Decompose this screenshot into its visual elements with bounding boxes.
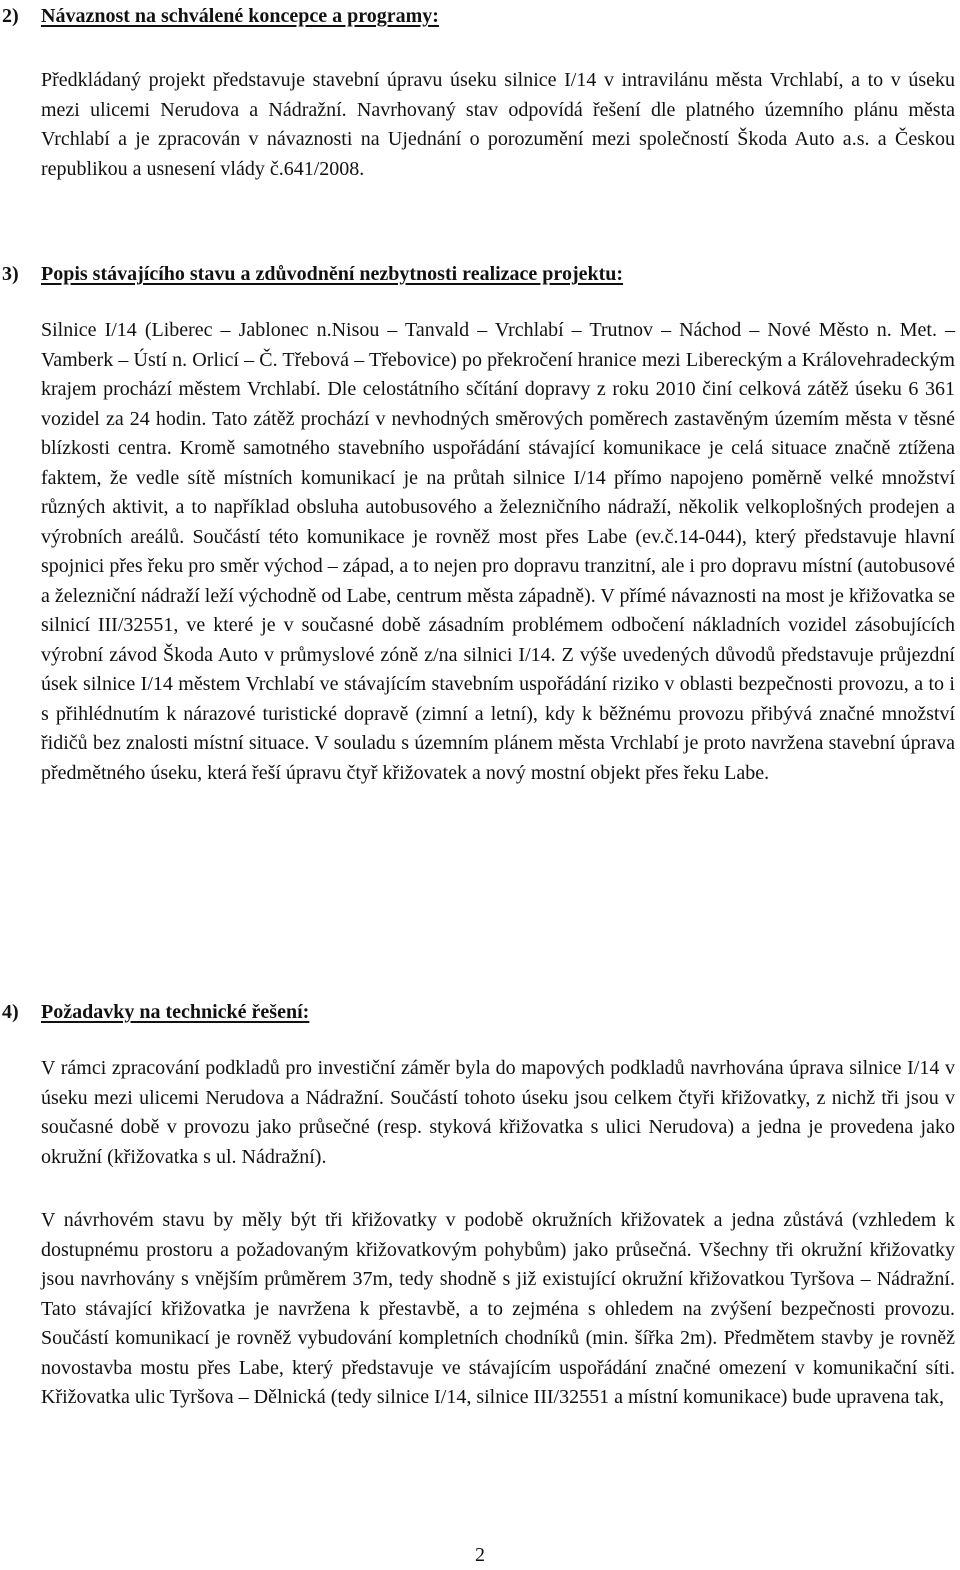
section-2-paragraph: Předkládaný projekt představuje stavební úpravu úseku silnice I/14 v intravilánu města Vrchlabí, a to v úseku mezi ulicemi Nerudova a Nádražní. Navrhovaný stav odpovídá řešení dle platného územního plánu města Vrchlabí a je zpracován v návaznosti na Ujednání o porozumění mezi společností Škoda Auto a.s. a Českou republikou a usnesení vlády č.641/2008. bbox=[41, 69, 955, 180]
section-3-title: Popis stávajícího stavu a zdůvodnění nezbytnosti realizace projektu: bbox=[41, 263, 624, 285]
section-4-title: Požadavky na technické řešení: bbox=[41, 1001, 310, 1023]
section-3-number: 3) bbox=[2, 263, 19, 285]
section-2-title: Návaznost na schválené koncepce a programy: bbox=[41, 5, 439, 27]
page-number: 2 bbox=[475, 1544, 485, 1566]
section-4-number: 4) bbox=[2, 1001, 19, 1023]
section-4-paragraph-1: V rámci zpracování podkladů pro investiční záměr byla do mapových podkladů navrhována úprava silnice I/14 v úseku mezi ulicemi Nerudova a Nádražní. Součástí tohoto úseku jsou celkem čtyři křižovatky, z nichž tři jsou v současné době v provozu jako průsečné (resp. styková křižovatka s ulici Nerudova) a jedna je provedena jako okružní (křižovatka s ul. Nádražní). bbox=[41, 1057, 955, 1168]
section-4-paragraph-2: V návrhovém stavu by měly být tři křižovatky v podobě okružních křižovatek a jedna zůstává (vzhledem k dostupnému prostoru a požadovaným křižovatkovým pohybům) jako průsečná. Všechny tři okružní křižovatky jsou navrhovány s vnějším průměrem 37m, tedy shodně s již existující okružní křižovatkou Tyršova – Nádražní. Tato stávající křižovatka je navržena k přestavbě, a to zejména s ohledem na zvýšení bezpečnosti provozu. Součástí komunikací je rovněž vybudování kompletních chodníků (min. šířka 2m). Předmětem stavby je rovněž novostavba mostu přes Labe, který představuje ve stávajícím uspořádání značné omezení v komunikační síti. Křižovatka ulic Tyršova – Dělnická (tedy silnice I/14, silnice III/32551 a místní komunikace) bude upravena tak, bbox=[41, 1209, 955, 1408]
section-2-number: 2) bbox=[2, 5, 19, 27]
section-3-paragraph: Silnice I/14 (Liberec – Jablonec n.Nisou – Tanvald – Vrchlabí – Trutnov – Náchod – Nové Město n. Met. – Vamberk – Ústí n. Orlicí – Č. Třebová – Třebovice) po překročení hranice mezi Libereckým a Královehradeckým krajem prochází městem Vrchlabí. Dle celostátního sčítání dopravy z roku 2010 činí celková zátěž úseku 6 361 vozidel za 24 hodin. Tato zátěž prochází v nevhodných směrových poměrech zastavěným územím města v těsné blízkosti centra. Kromě samotného stavebního uspořádání stávající komunikace je celá situace značně ztížena faktem, že vedle sítě místních komunikací je na průtah silnice I/14 přímo napojeno poměrně velké množství různých aktivit, a to například obsluha autobusového a železničního nádraží, několik velkoplošných prodejen a výrobních areálů. Součástí této komunikace je rovněž most přes Labe (ev.č.14-044), který představuje hlavní spojnici přes řeku pro směr východ – západ, a to nejen pro dopravu tranzitní, ale i pro dopravu místní (autobusové a železniční nádraží leží východně od Labe, centrum města západně). V přímé návaznosti na most je křižovatka se silnicí III/32551, ve které je v současné době zásadním problémem odbočení nákladních vozidel zásobujících výrobní závod Škoda Auto v průmyslové zóně z/na silnici I/14. Z výše uvedených důvodů představuje průjezdní úsek silnice I/14 městem Vrchlabí ve stávajícím stavebním uspořádání riziko v oblasti bezpečnosti provozu, a to i s přihlédnutím k nárazové turistické dopravě (zimní a letní), kdy k běžnému provozu přibývá značné množství řidičů bez znalosti místní situace. V souladu s územním plánem města Vrchlabí je proto navržena stavební úprava předmětného úseku, která řeší úpravu čtyř křižovatek a nový mostní objekt přes řeku Labe. bbox=[41, 319, 955, 784]
